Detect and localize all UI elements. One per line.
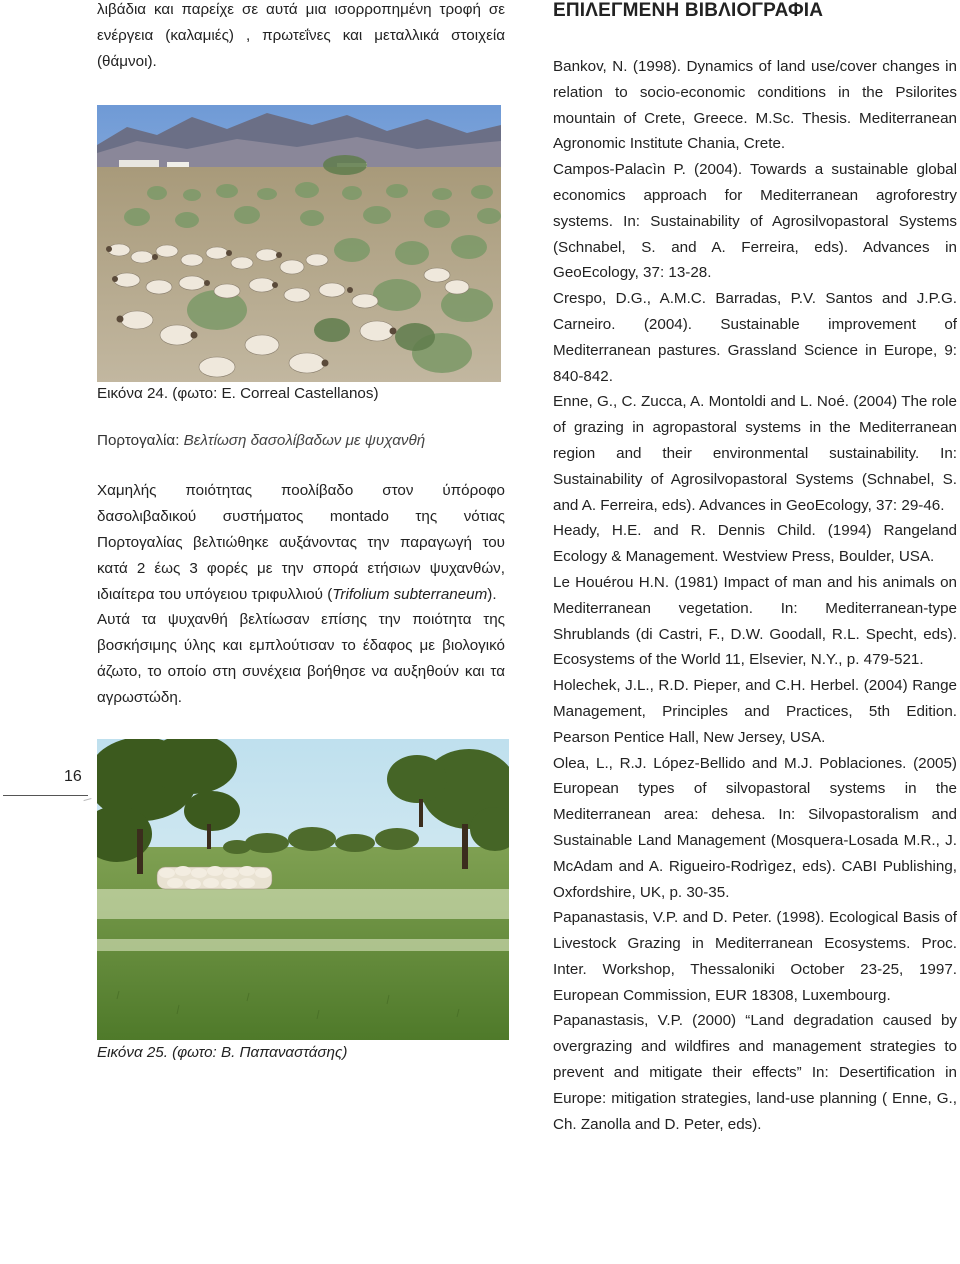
paragraph-portugal-1: [97, 478, 505, 607]
reference-item: Enne, G., C. Zucca, A. Montoldi and L. Noé. (2004) The role of grazing in agropastoral systems in the Mediterranean region and their environmental sustainability. In: Sustainability of Agrosilvopastoral Systems (Schnabel, S. and A. Ferreira, eds). Advances in GeoEcology, 37: 29-46.: [553, 393, 957, 514]
page-number-rule: [3, 795, 88, 796]
reference-list: [553, 54, 957, 1137]
dehesa-sheep-image: [97, 739, 509, 1040]
section-heading-topic: Βελτίωση δασολίβαδων με ψυχανθή: [179, 432, 426, 450]
reference-item: Holechek, J.L., R.D. Pieper, and C.H. Herbel. (2004) Range Management, Principles and Practices, 5th Edition. Pearson Pentice Hall, New Jersey, USA.: [553, 677, 957, 746]
paragraph-portugal-2: Αυτά τα ψυχανθή βελτίωσαν επίσης την ποιότητα της βοσκήσιμης ύλης και εμπλούτισαν το έδαφος με βιολογικό άζωτο, το οποίο στη συνέχεια βοήθησε να αυξηθούν και τα αγρωστώδη.: [97, 611, 505, 706]
section-heading: [97, 428, 505, 454]
section-heading-country: Πορτογαλία:: [97, 432, 180, 450]
intro-text: λιβάδια και παρείχε σε αυτά μια ισορροπημένη τροφή σε ενέργεια (καλαμιές) , πρωτεΐνες και μεταλλικά στοιχεία (θάμνοι).: [97, 1, 505, 70]
paragraph-1-close: ).: [487, 585, 497, 603]
right-column: [553, 0, 957, 1137]
reference-item: Crespo, D.G., A.M.C. Barradas, P.V. Santos and J.P.G. Carneiro. (2004). Sustainable improvement of Mediterranean pastures. Grassland Science in Europe, 9: 840-842.: [553, 290, 957, 385]
reference-item: Le Houérou H.N. (1981) Impact of man and his animals on Mediterranean vegetation. In: Mediterranean-type Shrublands (di Castri, F., D.W. Goodall, R.L. Specht, eds). Ecosystems of the World 11, Elsevier, N.Y., p. 479-521.: [553, 573, 957, 669]
figure-25-photo: [97, 739, 509, 1040]
left-column: [97, 0, 505, 1064]
bibliography-title: ΕΠΙΛΕΓΜΕΝΗ ΒΙΒΛΙΟΓΡΑΦΙΑ: [553, 0, 824, 21]
paragraph-1-open: (: [327, 585, 333, 603]
page-number: 16: [64, 768, 82, 785]
reference-item: Campos-Palacìn P. (2004). Towards a sustainable global economics approach for Mediterranean agroforestry systems. In: Sustainability of Agrosilvopastoral Systems (Schnabel, S. and A. Ferreira, eds). Advances in GeoEcology, 37: 13-28.: [553, 161, 957, 282]
page-corner-mark: [83, 798, 92, 805]
figure-25-caption: Εικόνα 25. (φωτο: Β. Παπαναστάσης): [97, 1043, 348, 1061]
sheep-shrubland-image: [97, 105, 501, 382]
reference-item: Heady, H.E. and R. Dennis Child. (1994) Rangeland Ecology & Management. Westview Press, Boulder, USA.: [553, 522, 957, 566]
reference-item: Bankov, N. (1998). Dynamics of land use/cover changes in relation to socio-economic conditions in the Psilorites mountain of Crete, Greece. M.Sc. Thesis. Mediterranean Agronomic Institute Chania, Crete.: [553, 58, 957, 153]
figure-24-caption: Εικόνα 24. (φωτο: Ε. Correal Castellanos): [97, 385, 379, 403]
reference-item: Papanastasis, V.P. and D. Peter. (1998). Ecological Basis of Livestock Grazing in Mediterranean Ecosystems. Proc. Inter. Workshop, Thessaloniki October 23-25, 1997. European Commission, EUR 18308, Luxembourg.: [553, 909, 957, 1004]
reference-item: Papanastasis, V.P. (2000) “Land degradation caused by overgrazing and wildfires and management strategies to prevent and mitigate their effects” In: Desertification in Europe: mitigation strategies, land-use planning ( Enne, G., Ch. Zanolla and D. Peter, eds).: [553, 1012, 957, 1133]
paragraph-1-main: Χαμηλής ποιότητας ποολίβαδο στον ύπόροφο δασολιβαδικού συστήματος montado της νότιας Πορτογαλίας βελτιώθηκε αυξάνοντας την παραγωγή του κατά 2 έως 3 φορές με την σπορά ετήσιων ψυχανθών, ιδιαίτερα του υπόγειου τριφυλλιού: [97, 482, 505, 603]
reference-item: Olea, L., R.J. López-Bellido and M.J. Poblaciones. (2005) European types of silvopastoral systems in the Mediterranean area: dehesa. In: Silvopastoralism and Sustainable Land Management (Mosquera-Losada M.R., J. McAdam and A. Rigueiro-Rodrìgez, eds). CABI Publishing, Oxfordshire, UK, p. 30-35.: [553, 754, 957, 901]
figure-24-photo: [97, 105, 501, 382]
trifolium-latin-name: Trifolium subterraneum: [332, 585, 488, 603]
